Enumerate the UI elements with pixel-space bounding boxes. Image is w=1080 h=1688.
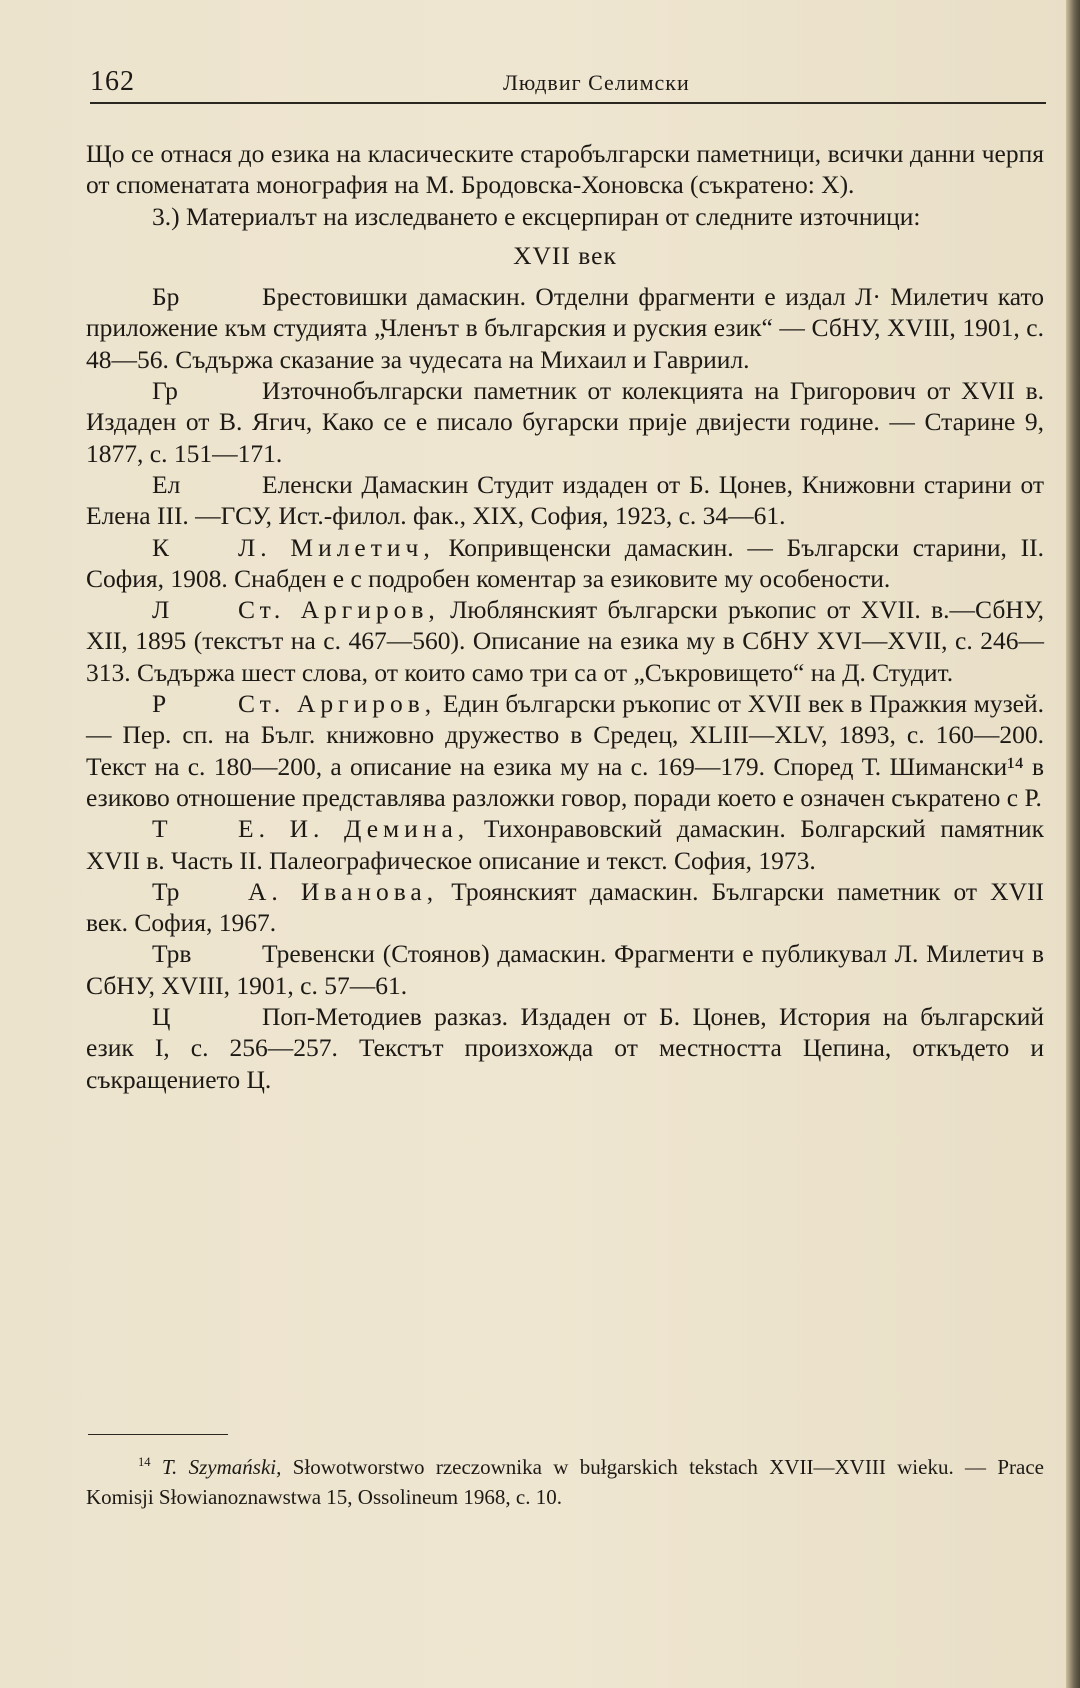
- source-entry-ts: [86, 1001, 1044, 1095]
- entry-author: Л. Милетич,: [238, 532, 435, 562]
- entry-text: Тихонравовский дамаскин. Болгарский памятник XVII в. Часть II. Палеографическое описание и текст. София, 1973.: [86, 814, 1044, 875]
- entry-text: Брестовишки дамаскин. Отделни фрагменти е издал Л· Милетич като приложение към студията „Членът в българския и руския език“ — СбНУ, XVIII, 1901, с. 48—56. Съдържа сказание за чудесата на Михаил и Гавриил.: [86, 282, 1044, 374]
- source-entry-gr: [86, 375, 1044, 469]
- footnote-author: T. Szymański,: [161, 1455, 282, 1479]
- entry-abbr: Гр: [152, 376, 178, 406]
- entry-text: Поп-Методиев разказ. Издаден от Б. Цонев, История на българский език I, с. 256—257. Текстът произхожда от местността Цепина, откъдето и съкращението Ц.: [86, 1002, 1044, 1094]
- source-entry-trv: [86, 938, 1044, 1001]
- page-number: 162: [90, 66, 135, 97]
- page-header: [90, 62, 1046, 104]
- source-entry-t: [86, 813, 1044, 876]
- source-entry-tr: [86, 876, 1044, 939]
- entry-abbr: Бр: [152, 282, 180, 312]
- entry-abbr: Р: [152, 689, 167, 719]
- source-entry-el: [86, 469, 1044, 532]
- entry-author: Е. И. Демина,: [238, 814, 470, 844]
- entry-abbr: Л: [152, 595, 170, 625]
- sources-intro-paragraph: 3.) Материалът на изследването е ексцерпиран от следните източници:: [152, 201, 921, 231]
- source-entry-r: [86, 688, 1044, 813]
- section-heading: XVII век: [513, 240, 617, 270]
- page-body: [86, 138, 1044, 1095]
- source-entry-br: [86, 281, 1044, 375]
- footnote-text: Słowotworstwo rzeczownika w bułgarskich tekstach XVII—XVIII wieku. — Prace Komisji Słowianoznawstwa 15, Ossolineum 1968, c. 10.: [86, 1455, 1044, 1509]
- entry-abbr: Т: [152, 814, 168, 844]
- running-head: Людвиг Селимски: [503, 70, 690, 95]
- entry-text: Тревенски (Стоянов) дамаскин. Фрагменти е публикувал Л. Милетич в СбНУ, XVIII, 1901, с. 57—61.: [86, 939, 1044, 1000]
- entry-abbr: Трв: [152, 939, 192, 969]
- entry-text: Източнобългарски паметник от колекцията на Григорович от XVII в. Издаден от В. Ягич, Како се е писало бугарски прије двијести године. — Старине 9, 1877, с. 151—171.: [86, 376, 1044, 468]
- entry-author: Ст. Аргиров,: [238, 689, 437, 719]
- footnote-number: 14: [138, 1455, 151, 1469]
- entry-author: А. Иванова,: [248, 876, 439, 906]
- entry-text: Троянският дамаскин. Български паметник от XVII век. София, 1967.: [86, 876, 1044, 938]
- entry-author: Ст. Аргиров,: [238, 595, 440, 625]
- footnote-rule: [88, 1434, 228, 1435]
- page-edge: [1066, 0, 1080, 1688]
- entry-abbr: К: [152, 532, 170, 562]
- entry-text: Люблянският български ръкопис от XVII. в.—СбНУ, XII, 1895 (текстът на с. 467—560). Описание на езика му в СбНУ XVI—XVII, с. 246—313. Съдържа шест слова, от които само три са от „Съкровището“ на Д. Студит.: [86, 595, 1044, 687]
- entry-abbr: Ел: [152, 469, 181, 499]
- source-entry-k: [86, 532, 1044, 595]
- entry-text: Един български ръкопис от XVII век в Пражкия музей. — Пер. сп. на Бълг. книжовно дружество в Средец, XLIII—XLV, 1893, с. 160—200. Текст на с. 180—200, а описание на езика му на с. 169—179. Според Т. Шимански¹⁴ в езиково отношение представлява разложки говор, поради което е означен съкратено с Р.: [86, 689, 1045, 812]
- footnote: [86, 1452, 1044, 1512]
- entry-text: Копривщенски дамаскин. — Български старини, II. София, 1908. Снабден е с подробен коментар за езиковите му особености.: [86, 532, 1045, 593]
- source-entry-l: [86, 594, 1044, 688]
- entry-text: Еленски Дамаскин Студит издаден от Б. Цонев, Книжовни старини от Елена III. —ГСУ, Ист.-филол. фак., XIX, София, 1923, с. 34—61.: [86, 469, 1044, 531]
- entry-abbr: Тр: [152, 876, 180, 906]
- entry-abbr: Ц: [152, 1002, 171, 1032]
- intro-paragraph: Що се отнася до езика на класическите старобългарски паметници, всички данни черпя от споменатата монография на М. Бродовска-Хоновска (съкратено: Х).: [86, 139, 1044, 200]
